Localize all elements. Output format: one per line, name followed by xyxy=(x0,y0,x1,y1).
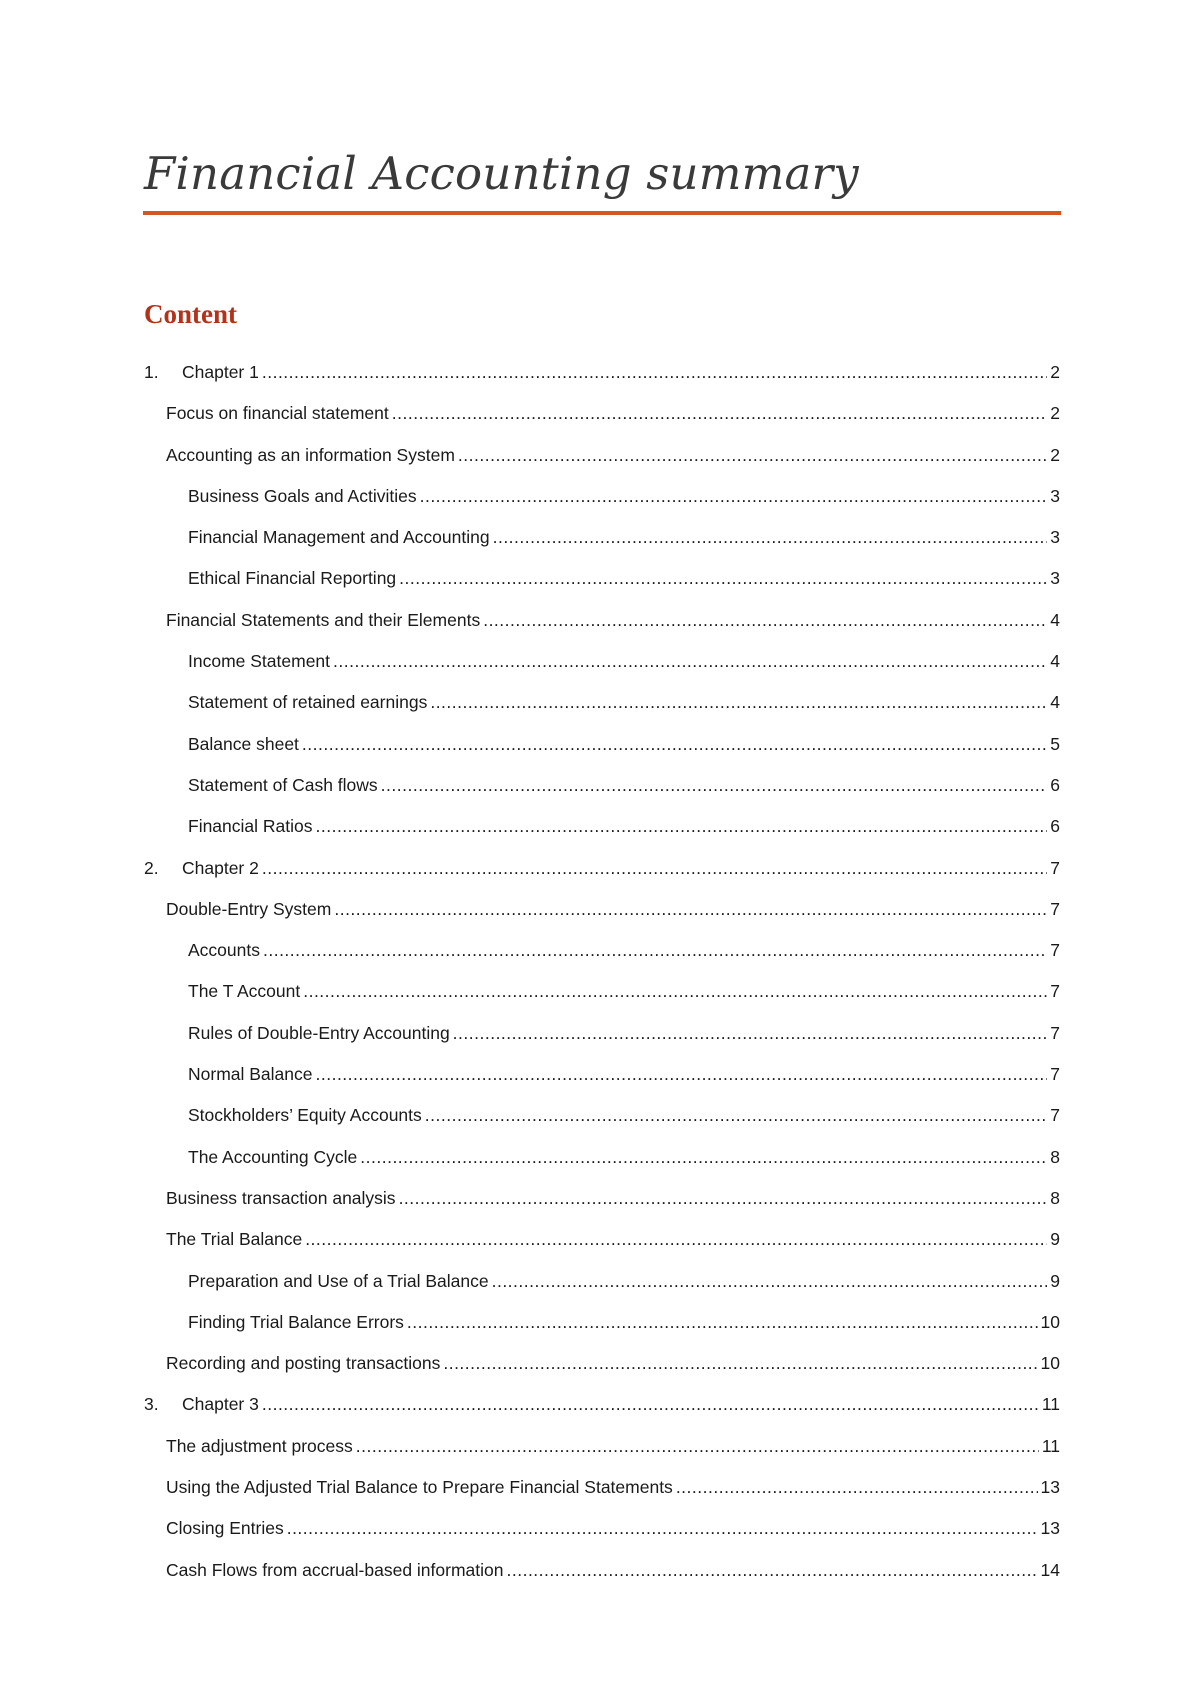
toc-entry-page: 4 xyxy=(1050,692,1060,713)
toc-entry[interactable] xyxy=(144,1261,1060,1302)
title-underline xyxy=(143,211,1061,215)
toc-entry-label: Finding Trial Balance Errors xyxy=(188,1311,404,1332)
toc-dot-leader xyxy=(262,352,1047,393)
toc-dot-leader xyxy=(392,393,1048,434)
toc-entry-page: 2 xyxy=(1050,444,1060,465)
toc-dot-leader xyxy=(492,1261,1048,1302)
toc-dot-leader xyxy=(334,889,1047,930)
toc-entry-page: 2 xyxy=(1050,362,1060,382)
toc-entry-label: Accounts xyxy=(188,940,260,961)
toc-entry-page: 7 xyxy=(1050,1064,1060,1085)
toc-dot-leader xyxy=(407,1302,1038,1343)
toc-entry[interactable] xyxy=(144,600,1060,641)
toc-entry-label: Normal Balance xyxy=(188,1064,313,1085)
toc-dot-leader xyxy=(453,1013,1048,1054)
toc-entry-page: 7 xyxy=(1050,940,1060,961)
toc-entry-page: 9 xyxy=(1050,1270,1060,1291)
toc-entry-label: Closing Entries xyxy=(166,1518,284,1539)
toc-entry-label: Double-Entry System xyxy=(166,898,332,919)
toc-entry[interactable] xyxy=(144,1137,1060,1178)
toc-dot-leader xyxy=(316,806,1048,847)
toc-entry-page: 6 xyxy=(1050,816,1060,837)
toc-entry-label: Business transaction analysis xyxy=(166,1187,396,1208)
toc-entry[interactable] xyxy=(144,435,1060,476)
toc-entry-label: Rules of Double-Entry Accounting xyxy=(188,1022,450,1043)
toc-entry-label: Ethical Financial Reporting xyxy=(188,568,397,589)
toc-entry-label: Preparation and Use of a Trial Balance xyxy=(188,1270,489,1291)
toc-dot-leader xyxy=(483,600,1047,641)
toc-entry-chapter-1[interactable] xyxy=(144,352,1060,393)
toc-entry[interactable] xyxy=(144,765,1060,806)
toc-dot-leader xyxy=(303,971,1047,1012)
toc-dot-leader xyxy=(381,765,1048,806)
toc-entry-label: The T Account xyxy=(188,981,301,1002)
toc-entry[interactable] xyxy=(144,393,1060,434)
toc-entry-page: 3 xyxy=(1050,527,1060,548)
toc-entry[interactable] xyxy=(144,558,1060,599)
toc-entry-page: 3 xyxy=(1050,568,1060,589)
toc-dot-leader xyxy=(262,848,1047,889)
toc-entry-page: 8 xyxy=(1050,1146,1060,1167)
toc-heading: Content xyxy=(144,299,237,329)
toc-entry-label: Statement of Cash flows xyxy=(188,774,378,795)
toc-entry-page: 7 xyxy=(1050,857,1060,878)
toc-dot-leader xyxy=(399,558,1047,599)
toc-entry-page: 13 xyxy=(1040,1518,1060,1539)
toc-entry-label: Statement of retained earnings xyxy=(188,692,428,713)
toc-entry-page: 7 xyxy=(1050,1022,1060,1043)
toc-entry-number: 1. xyxy=(144,362,159,382)
toc-entry[interactable] xyxy=(144,1302,1060,1343)
toc-entry-label: Chapter 3 xyxy=(182,1394,259,1415)
toc-entry-label: Cash Flows from accrual-based information xyxy=(166,1559,504,1580)
toc-entry-chapter-2[interactable] xyxy=(144,848,1060,889)
toc-dot-leader xyxy=(443,1343,1037,1384)
toc-entry[interactable] xyxy=(144,476,1060,517)
toc-entry-label: Financial Ratios xyxy=(188,816,313,837)
document-title: Financial Accounting summary xyxy=(144,147,859,200)
toc-dot-leader xyxy=(507,1550,1038,1591)
toc-entry-number: 3. xyxy=(144,1394,159,1415)
toc-entry-label: Financial Management and Accounting xyxy=(188,527,490,548)
toc-entry-label: Financial Statements and their Elements xyxy=(166,609,481,630)
toc-entry-label: Chapter 2 xyxy=(182,857,259,878)
toc-dot-leader xyxy=(430,682,1047,723)
toc-dot-leader xyxy=(316,1054,1048,1095)
toc-entry-label: Income Statement xyxy=(188,651,331,672)
toc-entry-page: 9 xyxy=(1050,1229,1060,1250)
toc-dot-leader xyxy=(420,476,1048,517)
toc-entry[interactable] xyxy=(144,1219,1060,1260)
toc-entry[interactable] xyxy=(144,806,1060,847)
toc-dot-leader xyxy=(356,1426,1039,1467)
toc-entry-label: Accounting as an information System xyxy=(166,444,455,465)
toc-entry[interactable] xyxy=(144,517,1060,558)
toc-dot-leader xyxy=(425,1095,1047,1136)
toc-entry-page: 3 xyxy=(1050,485,1060,506)
toc-entry-page: 10 xyxy=(1040,1353,1060,1374)
toc-entry-label: Focus on financial statement xyxy=(166,403,389,424)
toc-entry-page: 5 xyxy=(1050,733,1060,754)
toc-entry[interactable] xyxy=(144,1054,1060,1095)
toc-entry[interactable] xyxy=(144,1095,1060,1136)
toc-entry-page: 7 xyxy=(1050,981,1060,1002)
toc-dot-leader xyxy=(399,1178,1048,1219)
toc-entry[interactable] xyxy=(144,1013,1060,1054)
toc-entry-page: 11 xyxy=(1041,1394,1060,1415)
toc-entry-page: 4 xyxy=(1050,651,1060,672)
toc-dot-leader xyxy=(493,517,1048,558)
table-of-contents xyxy=(144,352,1060,1591)
toc-entry-page: 13 xyxy=(1040,1477,1060,1498)
toc-entry-page: 14 xyxy=(1040,1559,1060,1580)
toc-entry-page: 2 xyxy=(1050,403,1060,424)
toc-entry-label: Balance sheet xyxy=(188,733,299,754)
toc-entry-label: Recording and posting transactions xyxy=(166,1353,441,1374)
toc-entry[interactable] xyxy=(144,889,1060,930)
toc-dot-leader xyxy=(676,1467,1038,1508)
toc-entry-page: 7 xyxy=(1050,898,1060,919)
toc-dot-leader xyxy=(305,1219,1047,1260)
toc-entry-label: Chapter 1 xyxy=(182,362,259,382)
toc-entry[interactable] xyxy=(144,1508,1060,1549)
toc-entry[interactable] xyxy=(144,682,1060,723)
toc-dot-leader xyxy=(333,641,1047,682)
toc-entry-page: 4 xyxy=(1050,609,1060,630)
toc-entry[interactable] xyxy=(144,930,1060,971)
toc-dot-leader xyxy=(458,435,1047,476)
toc-entry-page: 10 xyxy=(1040,1311,1060,1332)
toc-entry-page: 11 xyxy=(1041,1435,1060,1456)
toc-entry[interactable] xyxy=(144,1550,1060,1591)
toc-entry[interactable] xyxy=(144,971,1060,1012)
toc-entry-label: The adjustment process xyxy=(166,1435,353,1456)
toc-dot-leader xyxy=(287,1508,1038,1549)
toc-entry-chapter-3[interactable] xyxy=(144,1384,1060,1425)
toc-dot-leader xyxy=(262,1384,1039,1425)
toc-entry[interactable] xyxy=(144,1343,1060,1384)
toc-entry-number: 2. xyxy=(144,857,159,878)
toc-entry-label: The Accounting Cycle xyxy=(188,1146,358,1167)
toc-entry-label: The Trial Balance xyxy=(166,1229,303,1250)
toc-entry-page: 8 xyxy=(1050,1187,1060,1208)
toc-entry[interactable] xyxy=(144,724,1060,765)
toc-dot-leader xyxy=(263,930,1047,971)
toc-entry[interactable] xyxy=(144,1426,1060,1467)
toc-entry[interactable] xyxy=(144,1467,1060,1508)
toc-entry-page: 7 xyxy=(1050,1105,1060,1126)
toc-dot-leader xyxy=(360,1137,1047,1178)
toc-entry[interactable] xyxy=(144,1178,1060,1219)
toc-entry[interactable] xyxy=(144,641,1060,682)
toc-entry-label: Stockholders’ Equity Accounts xyxy=(188,1105,422,1126)
toc-dot-leader xyxy=(302,724,1047,765)
toc-entry-label: Using the Adjusted Trial Balance to Prepare Financial Statements xyxy=(166,1477,673,1498)
toc-entry-label: Business Goals and Activities xyxy=(188,485,417,506)
toc-entry-page: 6 xyxy=(1050,774,1060,795)
